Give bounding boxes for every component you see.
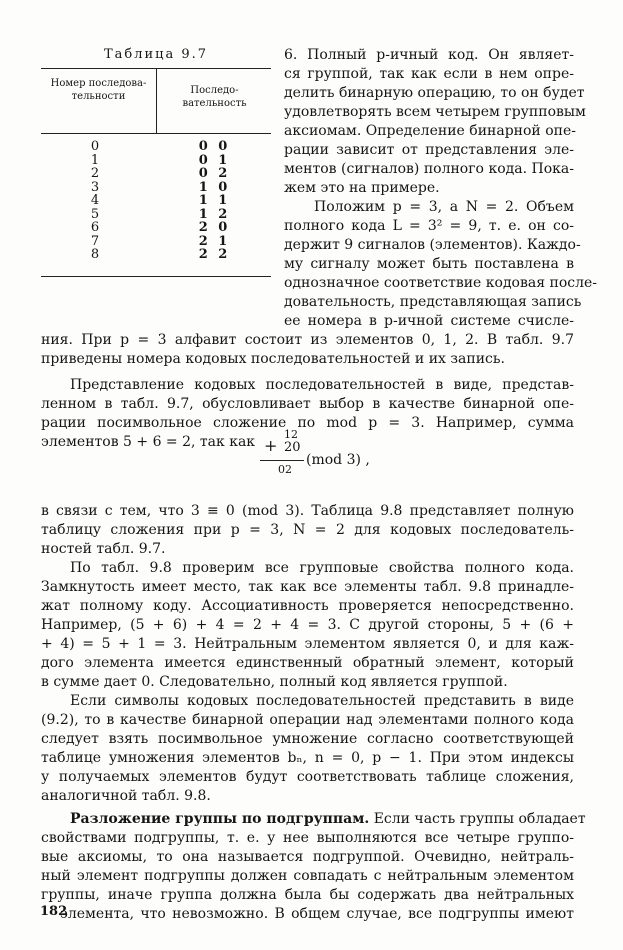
text-line: ностей табл. 9.7. <box>41 541 166 557</box>
table-row <box>41 154 271 168</box>
formula-mod: (mod 3) , <box>306 452 370 468</box>
row-number: 5 <box>90 206 100 222</box>
text-line: ный элемент подгруппы должен совпадать с нейтральным элементом <box>41 868 574 884</box>
row-sequence: 0 2 <box>198 166 231 181</box>
text-line: элементов 5 + 6 = 2, так как <box>41 434 256 450</box>
text-line: следует взять посимвольное умножение согласно соответствующей <box>41 731 574 747</box>
table-row <box>41 235 271 249</box>
formula-bar <box>260 460 304 461</box>
row-sequence: 2 2 <box>198 247 231 262</box>
text-line: свойствами подгруппы, т. е. у нее выполняются все четыре группо- <box>41 830 574 846</box>
table-row <box>41 221 271 235</box>
row-sequence: 2 1 <box>198 233 231 249</box>
text-line: му сигналу может быть поставлена в <box>284 256 574 272</box>
text-line: в связи с тем, что 3 ≡ 0 (mod 3). Таблица 9.8 представляет полную <box>41 503 574 519</box>
table-9-7 <box>41 68 271 277</box>
text-line: делить бинарную операцию, то он будет <box>284 85 585 101</box>
text-line: ментов (сигналов) полного кода. Пока- <box>284 161 574 177</box>
text-line: аналогичной табл. 9.8. <box>41 788 211 804</box>
text-line: удовлетворять всем четырем групповым <box>284 104 586 120</box>
text-line: Представление кодовых последовательностей в виде, представ- <box>70 377 574 393</box>
table-header <box>41 68 271 134</box>
row-number: 4 <box>90 193 100 208</box>
text-line: Например, (5 + 6) + 4 = 2 + 4 = 3. С другой стороны, 5 + (6 + <box>41 617 574 633</box>
text-line: 6. Полный p-ичный код. Он являет- <box>284 47 574 63</box>
text-line: таблице умножения элементов bₙ, n = 0, p − 1. При этом индексы <box>41 750 574 766</box>
text-line: у получаемых элементов будут соответствовать таблице сложения, <box>41 769 574 785</box>
text-line: аксиомам. Определение бинарной опе- <box>284 123 576 139</box>
row-sequence: 0 0 <box>198 139 231 154</box>
text-line: дого элемента имеется единственный обратный элемент, который <box>41 655 574 671</box>
text-line: По табл. 9.8 проверим все групповые свойства полного кода. <box>70 560 574 576</box>
formula-operand-2: 20 <box>284 440 301 455</box>
text-line: + 4) = 5 + 1 = 3. Нейтральным элементом является 0, и для каж- <box>41 636 574 652</box>
table-col1-header: Номер последова- тельности <box>50 78 147 102</box>
text-line: рации зависит от представления эле- <box>284 142 574 158</box>
table-col2-header: Последо- вательность <box>182 85 247 109</box>
table-row <box>41 181 271 195</box>
text-line: группы, иначе группа должна была бы содержать два нейтральных <box>41 887 574 903</box>
row-number: 2 <box>90 166 100 181</box>
text-line: ленном в табл. 9.7, обусловливает выбор в качестве бинарной опе- <box>41 396 574 412</box>
text-line: полного кода L = 3² = 9, т. е. он со- <box>284 218 574 234</box>
formula-result: 02 <box>278 463 292 476</box>
page-number: 182 <box>40 904 68 919</box>
text-line: приведены номера кодовых последовательностей и их запись. <box>41 351 505 367</box>
row-number: 7 <box>90 233 100 249</box>
text-line: держит 9 сигналов (элементов). Каждо- <box>284 237 581 253</box>
row-number: 3 <box>90 179 100 195</box>
table-row <box>41 194 271 208</box>
row-number: 1 <box>90 152 100 168</box>
text-line: ее номера в p-ичной системе счисле- <box>284 313 574 329</box>
text-line: однозначное соответствие кодовая после- <box>284 275 598 291</box>
text-line: Если символы кодовых последовательностей представить в виде <box>70 693 574 709</box>
row-sequence: 1 1 <box>198 193 231 208</box>
text-line: жем это на примере. <box>284 180 440 196</box>
text-line: Положим p = 3, а N = 2. Объем <box>314 199 574 215</box>
text-line: довательность, представляющая запись <box>284 294 582 310</box>
text-line: в сумме дает 0. Следовательно, полный код является группой. <box>41 674 508 690</box>
text-line: (9.2), то в качестве бинарной операции над элементами полного кода <box>41 712 574 728</box>
row-sequence: 2 0 <box>198 220 231 235</box>
text-line: ния. При p = 3 алфавит состоит из элементов 0, 1, 2. В табл. 9.7 <box>41 332 574 348</box>
text-line: элемента, что невозможно. В общем случае, все подгруппы имеют <box>60 906 574 922</box>
table-body <box>41 134 271 277</box>
text-line: ся группой, так как если в нем опре- <box>284 66 574 82</box>
addition-formula <box>258 428 378 484</box>
row-sequence: 1 0 <box>198 179 231 195</box>
formula-operand-1: 12 <box>284 428 298 441</box>
paragraph-first-line <box>70 811 586 827</box>
text-line: жат полному коду. Ассоциативность проверяется непосредственно. <box>41 598 574 614</box>
table-row <box>41 208 271 222</box>
text-line: рации посимвольное сложение по mod p = 3. Например, сумма <box>41 415 574 431</box>
text-line: Замкнутость имеет место, так как все элементы табл. 9.8 принадле- <box>41 579 574 595</box>
row-number: 8 <box>90 247 100 262</box>
text-line: таблицу сложения при p = 3, N = 2 для кодовых последователь- <box>41 522 574 538</box>
section-heading: Разложение группы по подгруппам. <box>70 811 370 827</box>
table-caption: Таблица 9.7 <box>103 47 209 62</box>
row-sequence: 1 2 <box>198 206 231 222</box>
row-number: 0 <box>90 139 100 154</box>
row-number: 6 <box>90 220 100 235</box>
formula-plus: + <box>264 436 278 455</box>
row-sequence: 0 1 <box>198 152 231 168</box>
text-run: Если часть группы обладает <box>369 811 586 827</box>
table-row <box>41 167 271 181</box>
table-row <box>41 140 271 154</box>
text-line: вые аксиомы, то она называется подгруппой. Очевидно, нейтраль- <box>41 849 574 865</box>
table-row <box>41 248 271 262</box>
